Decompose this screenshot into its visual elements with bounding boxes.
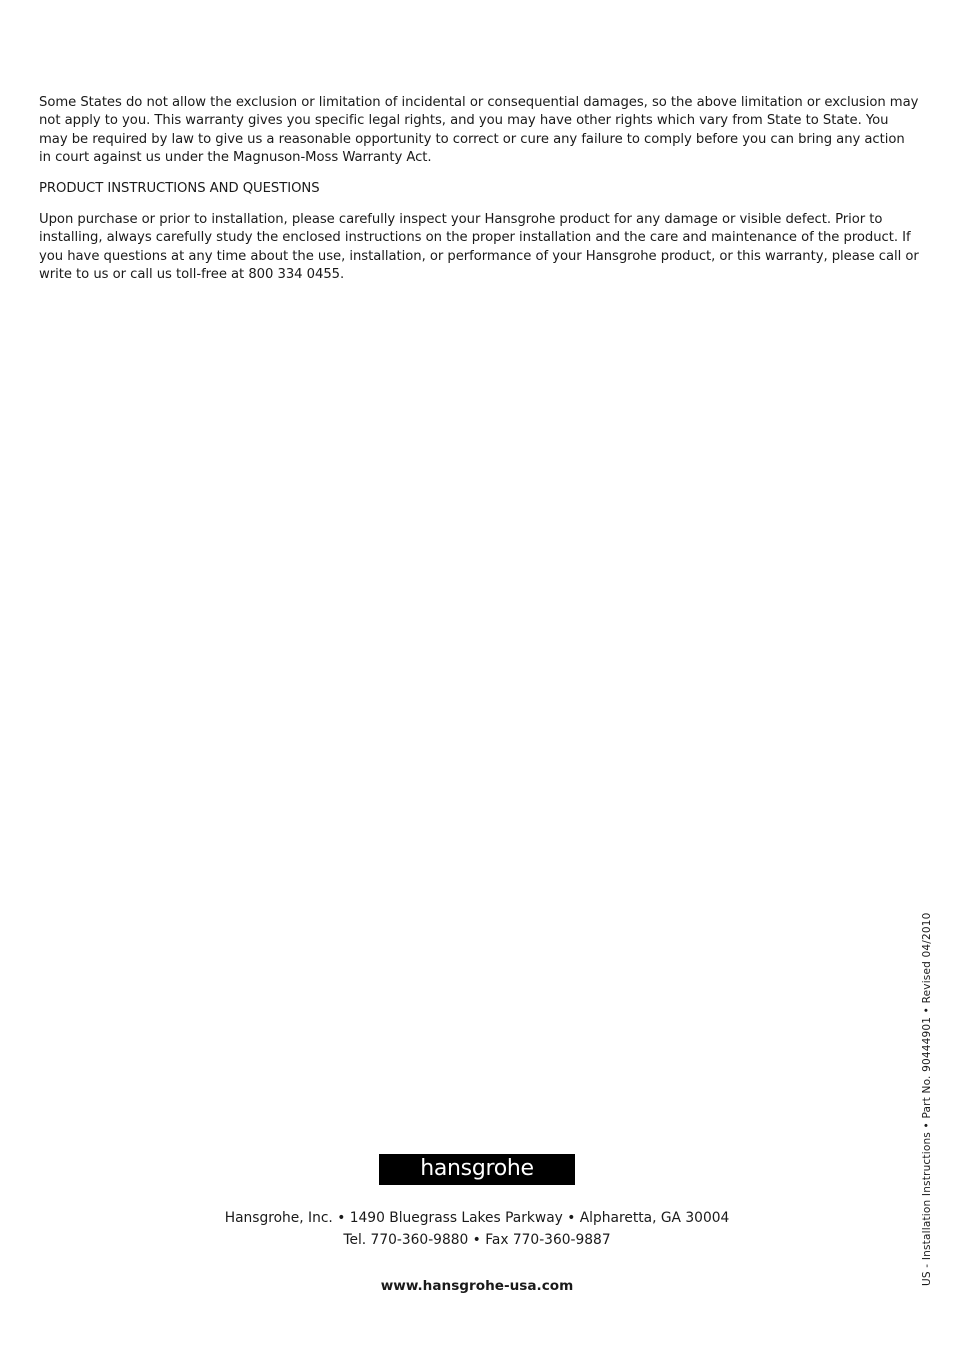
- hansgrohe-logo: [379, 1154, 575, 1185]
- company-website-link[interactable]: www.hansgrohe-usa.com: [380, 1278, 574, 1294]
- instructions-paragraph: Upon purchase or prior to installation, please carefully inspect your Hansgrohe product for any damage or visible defect. Prior to installing, always carefully study the enclosed instructions on the proper installation and the care and maintenance of the product. If you have questions at any time about the use, installation, or performance of your Hansgrohe product, or this warranty, please call or write to us or call us toll-free at 800 334 0455.: [39, 212, 919, 282]
- company-phone-fax: Tel. 770-360-9880 • Fax 770-360-9887: [343, 1232, 611, 1248]
- document-part-number-note: US - Installation Instructions • Part No. 90444901 • Revised 04/2010: [921, 912, 933, 1286]
- section-heading: PRODUCT INSTRUCTIONS AND QUESTIONS: [39, 181, 320, 196]
- logo-wordmark: hansgrohe: [420, 1155, 534, 1181]
- company-address: Hansgrohe, Inc. • 1490 Bluegrass Lakes Parkway • Alpharetta, GA 30004: [224, 1210, 730, 1226]
- limitation-paragraph: Some States do not allow the exclusion or limitation of incidental or consequential damages, so the above limitation or exclusion may not apply to you. This warranty gives you specific legal rights, and you may have other rights which vary from State to State. You may be required by law to give us a reasonable opportunity to correct or cure any failure to comply before you can bring any action in court against us under the Magnuson-Moss Warranty Act.: [39, 95, 919, 165]
